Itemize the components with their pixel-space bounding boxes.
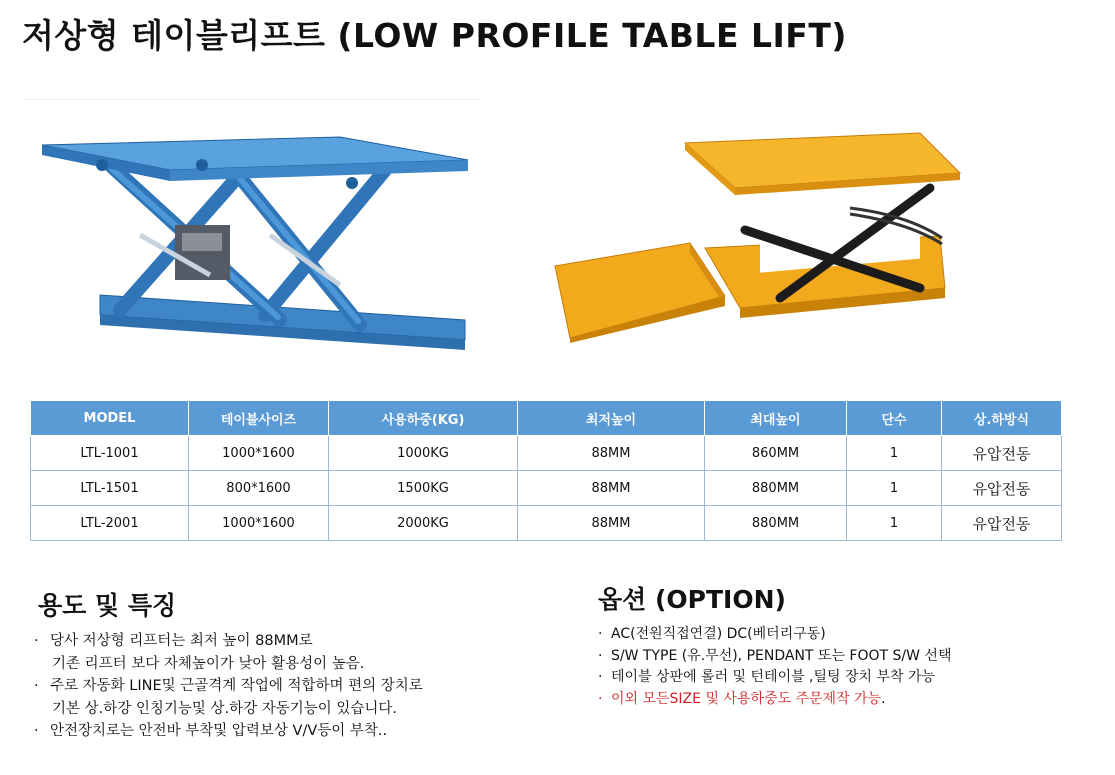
list-item bbox=[598, 646, 951, 668]
table-row bbox=[31, 471, 1062, 506]
spec-table bbox=[30, 400, 1062, 541]
usage-line: 기존 리프터 보다 자체높이가 낮아 활용성이 높음. bbox=[52, 655, 365, 672]
cell-min-height: 88MM bbox=[518, 506, 705, 541]
cell-max-height: 880MM bbox=[705, 506, 847, 541]
usage-line: 주로 자동화 LINE및 근골격계 작업에 적합하며 편의 장치로 bbox=[50, 678, 423, 694]
cell-stages: 1 bbox=[847, 471, 942, 506]
blue-lift-image bbox=[40, 125, 472, 355]
list-item bbox=[598, 667, 951, 689]
option-text: 테이블 상판에 롤러 및 턴테이블 ,틸팅 장치 부착 가능 bbox=[611, 669, 936, 685]
header-stages: 단수 bbox=[847, 401, 942, 436]
bullet: · bbox=[598, 669, 603, 685]
cell-size: 1000*1600 bbox=[189, 506, 329, 541]
cell-stages: 1 bbox=[847, 506, 942, 541]
bullet: · bbox=[598, 647, 603, 664]
cell-model: LTL-1001 bbox=[31, 436, 189, 471]
usage-list bbox=[32, 630, 423, 743]
cell-model: LTL-1501 bbox=[31, 471, 189, 506]
list-item bbox=[32, 630, 423, 675]
cell-stages: 1 bbox=[847, 436, 942, 471]
list-item bbox=[598, 624, 951, 646]
header-min-height: 최저높이 bbox=[518, 401, 705, 436]
bullet: · bbox=[34, 723, 39, 739]
table-header-row bbox=[31, 401, 1062, 436]
usage-line: 당사 저상형 리프터는 최저 높이 88MM로 bbox=[50, 633, 313, 649]
bullet: · bbox=[34, 633, 39, 649]
cell-lift-method: 유압전동 bbox=[942, 436, 1062, 471]
list-item bbox=[598, 689, 951, 711]
bullet: · bbox=[598, 690, 603, 707]
cell-size: 1000*1600 bbox=[189, 436, 329, 471]
usage-line: 안전장치로는 안전바 부착및 압력보상 V/V등이 부착.. bbox=[50, 723, 388, 739]
cell-lift-method: 유압전동 bbox=[942, 506, 1062, 541]
usage-title: 용도 및 특징 bbox=[38, 591, 177, 620]
options-title: 옵션 (OPTION) bbox=[598, 585, 786, 614]
yellow-lift-image bbox=[550, 128, 970, 343]
header-max-height: 최대높이 bbox=[705, 401, 847, 436]
cell-load: 1000KG bbox=[329, 436, 518, 471]
header-load: 사용하중(KG) bbox=[329, 401, 518, 436]
header-lift-method: 상.하방식 bbox=[942, 401, 1062, 436]
header-model: MODEL bbox=[31, 401, 189, 436]
table-row bbox=[31, 436, 1062, 471]
options-list bbox=[598, 624, 951, 710]
cell-max-height: 860MM bbox=[705, 436, 847, 471]
cell-min-height: 88MM bbox=[518, 471, 705, 506]
option-text: AC(전원직접연결) DC(베터리구동) bbox=[611, 626, 826, 642]
list-item bbox=[32, 675, 423, 720]
divider bbox=[25, 99, 480, 100]
bullet: · bbox=[34, 678, 39, 694]
page-title: 저상형 테이블리프트 (LOW PROFILE TABLE LIFT) bbox=[22, 16, 847, 55]
bullet: · bbox=[598, 626, 603, 642]
list-item bbox=[32, 720, 423, 743]
cell-model: LTL-2001 bbox=[31, 506, 189, 541]
cell-load: 2000KG bbox=[329, 506, 518, 541]
custom-order-note: 이외 모든SIZE 및 사용하중도 주문제작 가능 bbox=[611, 690, 882, 707]
option-text: S/W TYPE (유.무선), PENDANT 또는 FOOT S/W 선택 bbox=[611, 647, 952, 664]
note-period: . bbox=[881, 690, 886, 707]
cell-max-height: 880MM bbox=[705, 471, 847, 506]
usage-line: 기본 상.하강 인칭기능및 상.하강 자동기능이 있습니다. bbox=[52, 700, 398, 717]
cell-load: 1500KG bbox=[329, 471, 518, 506]
header-table-size: 테이블사이즈 bbox=[189, 401, 329, 436]
table-row bbox=[31, 506, 1062, 541]
cell-lift-method: 유압전동 bbox=[942, 471, 1062, 506]
cell-size: 800*1600 bbox=[189, 471, 329, 506]
cell-min-height: 88MM bbox=[518, 436, 705, 471]
